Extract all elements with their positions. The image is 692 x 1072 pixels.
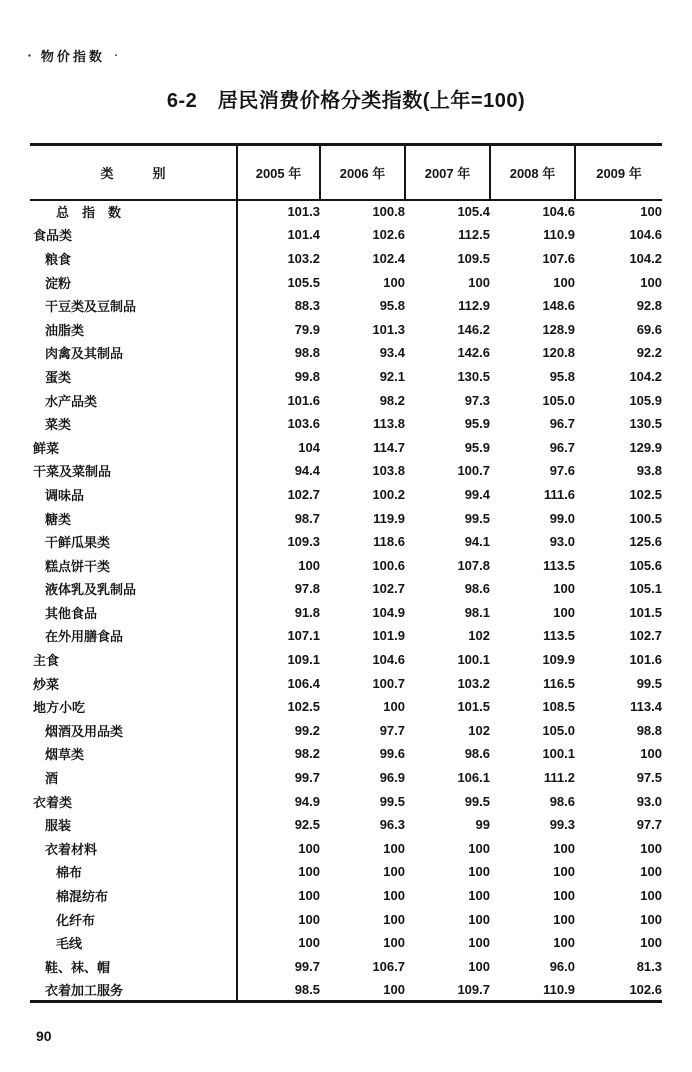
category-cell: 烟草类 bbox=[30, 742, 237, 766]
value-cell: 81.3 bbox=[636, 958, 662, 974]
value-cell: 98.6 bbox=[464, 581, 490, 597]
value-cell: 100.1 bbox=[457, 652, 490, 668]
table-row bbox=[30, 506, 662, 530]
value-cell: 100 bbox=[383, 699, 405, 715]
value-cell: 97.7 bbox=[636, 817, 662, 833]
value-cell: 94.1 bbox=[464, 534, 490, 550]
value-cell: 109.9 bbox=[542, 652, 575, 668]
value-cell: 100 bbox=[468, 888, 490, 904]
category-cell: 粮食 bbox=[30, 247, 237, 271]
value-cell: 93.8 bbox=[636, 463, 662, 479]
value-cell: 100 bbox=[468, 911, 490, 927]
value-cell: 99.5 bbox=[379, 793, 405, 809]
price-index-table bbox=[30, 143, 662, 1003]
value-cell: 146.2 bbox=[457, 321, 490, 337]
value-cell: 91.8 bbox=[294, 604, 320, 620]
value-cell: 105.5 bbox=[287, 274, 320, 290]
value-cell: 103.6 bbox=[287, 416, 320, 432]
value-cell: 99.6 bbox=[379, 746, 405, 762]
year-header-cell: 2008 年 bbox=[490, 145, 575, 200]
year-header-cell: 2007 年 bbox=[405, 145, 490, 200]
value-cell: 104.9 bbox=[372, 604, 405, 620]
value-cell: 102.5 bbox=[287, 699, 320, 715]
table-row bbox=[30, 388, 662, 412]
value-cell: 142.6 bbox=[457, 345, 490, 361]
value-cell: 105.1 bbox=[629, 581, 662, 597]
value-cell: 98.8 bbox=[636, 722, 662, 738]
category-cell: 衣着加工服务 bbox=[30, 978, 237, 1002]
value-cell: 103.2 bbox=[287, 250, 320, 266]
value-cell: 96.9 bbox=[379, 770, 405, 786]
value-cell: 105.0 bbox=[542, 722, 575, 738]
table-row bbox=[30, 365, 662, 389]
value-cell: 101.5 bbox=[457, 699, 490, 715]
category-cell: 总 指 数 bbox=[30, 200, 237, 224]
value-cell: 101.3 bbox=[287, 204, 320, 220]
value-cell: 100 bbox=[468, 864, 490, 880]
category-cell: 水产品类 bbox=[30, 388, 237, 412]
value-cell: 111.2 bbox=[543, 770, 575, 786]
value-cell: 100 bbox=[640, 746, 662, 762]
value-cell: 107.6 bbox=[542, 250, 575, 266]
category-cell: 肉禽及其制品 bbox=[30, 341, 237, 365]
value-cell: 99.0 bbox=[549, 510, 575, 526]
value-cell: 100.1 bbox=[542, 746, 575, 762]
value-cell: 102.7 bbox=[629, 628, 662, 644]
value-cell: 101.6 bbox=[287, 392, 320, 408]
value-cell: 103.2 bbox=[457, 675, 490, 691]
value-cell: 102.7 bbox=[287, 486, 320, 502]
value-cell: 100 bbox=[383, 274, 405, 290]
value-cell: 99.5 bbox=[636, 675, 662, 691]
value-cell: 100 bbox=[553, 581, 575, 597]
value-cell: 100 bbox=[298, 911, 320, 927]
category-cell: 棉布 bbox=[30, 860, 237, 884]
value-cell: 98.8 bbox=[294, 345, 320, 361]
value-cell: 100 bbox=[553, 911, 575, 927]
value-cell: 108.5 bbox=[542, 699, 575, 715]
value-cell: 93.4 bbox=[379, 345, 405, 361]
value-cell: 104.2 bbox=[629, 250, 662, 266]
value-cell: 96.7 bbox=[549, 439, 575, 455]
value-cell: 100 bbox=[298, 557, 320, 573]
category-cell: 化纤布 bbox=[30, 907, 237, 931]
value-cell: 99.7 bbox=[294, 770, 320, 786]
value-cell: 100 bbox=[640, 935, 662, 951]
value-cell: 99.7 bbox=[294, 958, 320, 974]
value-cell: 99.4 bbox=[464, 486, 490, 502]
value-cell: 125.6 bbox=[629, 534, 662, 550]
value-cell: 79.9 bbox=[294, 321, 320, 337]
value-cell: 92.1 bbox=[379, 368, 405, 384]
table-row bbox=[30, 530, 662, 554]
value-cell: 113.5 bbox=[543, 628, 575, 644]
value-cell: 116.5 bbox=[543, 675, 575, 691]
category-cell: 干鲜瓜果类 bbox=[30, 530, 237, 554]
year-header-cell: 2009 年 bbox=[575, 145, 662, 200]
value-cell: 109.7 bbox=[457, 981, 490, 997]
table-row bbox=[30, 200, 662, 224]
table-row bbox=[30, 789, 662, 813]
table-row bbox=[30, 223, 662, 247]
value-cell: 93.0 bbox=[549, 534, 575, 550]
value-cell: 105.6 bbox=[629, 557, 662, 573]
category-cell: 液体乳及乳制品 bbox=[30, 577, 237, 601]
value-cell: 94.4 bbox=[294, 463, 320, 479]
value-cell: 100 bbox=[553, 935, 575, 951]
value-cell: 104.2 bbox=[629, 368, 662, 384]
value-cell: 92.8 bbox=[636, 298, 662, 314]
category-cell: 油脂类 bbox=[30, 317, 237, 341]
category-header-cell: 类 别 bbox=[30, 145, 237, 200]
value-cell: 105.0 bbox=[542, 392, 575, 408]
value-cell: 114.7 bbox=[373, 439, 405, 455]
category-cell: 食品类 bbox=[30, 223, 237, 247]
value-cell: 100 bbox=[468, 274, 490, 290]
square-bullet-icon: ▪ bbox=[28, 50, 31, 60]
value-cell: 100 bbox=[298, 935, 320, 951]
value-cell: 109.3 bbox=[287, 534, 320, 550]
value-cell: 97.8 bbox=[294, 581, 320, 597]
value-cell: 69.6 bbox=[636, 321, 662, 337]
value-cell: 100.5 bbox=[629, 510, 662, 526]
value-cell: 97.3 bbox=[464, 392, 490, 408]
square-bullet-icon: ▪ bbox=[114, 52, 117, 59]
table-row bbox=[30, 978, 662, 1002]
value-cell: 104.6 bbox=[542, 204, 575, 220]
value-cell: 96.0 bbox=[549, 958, 575, 974]
table-row bbox=[30, 412, 662, 436]
value-cell: 100 bbox=[640, 204, 662, 220]
table-row bbox=[30, 294, 662, 318]
table-row bbox=[30, 955, 662, 979]
category-cell: 淀粉 bbox=[30, 270, 237, 294]
value-cell: 104.6 bbox=[372, 652, 405, 668]
category-cell: 菜类 bbox=[30, 412, 237, 436]
category-cell: 衣着材料 bbox=[30, 837, 237, 861]
value-cell: 100 bbox=[298, 888, 320, 904]
table-row bbox=[30, 341, 662, 365]
value-cell: 100 bbox=[553, 888, 575, 904]
value-cell: 101.3 bbox=[372, 321, 405, 337]
table-row bbox=[30, 435, 662, 459]
value-cell: 107.8 bbox=[457, 557, 490, 573]
value-cell: 100 bbox=[468, 935, 490, 951]
value-cell: 99.5 bbox=[464, 510, 490, 526]
table-body bbox=[30, 200, 662, 1002]
value-cell: 100 bbox=[553, 864, 575, 880]
value-cell: 118.6 bbox=[373, 534, 405, 550]
value-cell: 102.6 bbox=[372, 227, 405, 243]
value-cell: 113.8 bbox=[373, 416, 405, 432]
value-cell: 99.5 bbox=[464, 793, 490, 809]
table-row bbox=[30, 317, 662, 341]
value-cell: 100.7 bbox=[372, 675, 405, 691]
page-title: 6-2 居民消费价格分类指数(上年=100) bbox=[166, 90, 526, 112]
table-row bbox=[30, 601, 662, 625]
category-cell: 鞋、袜、帽 bbox=[30, 955, 237, 979]
value-cell: 100 bbox=[640, 864, 662, 880]
value-cell: 101.5 bbox=[629, 604, 662, 620]
value-cell: 102.6 bbox=[629, 981, 662, 997]
category-cell: 毛线 bbox=[30, 931, 237, 955]
value-cell: 104.6 bbox=[629, 227, 662, 243]
value-cell: 100.8 bbox=[372, 204, 405, 220]
table-row bbox=[30, 884, 662, 908]
category-cell: 地方小吃 bbox=[30, 695, 237, 719]
value-cell: 130.5 bbox=[457, 368, 490, 384]
table-row bbox=[30, 695, 662, 719]
value-cell: 99.2 bbox=[294, 722, 320, 738]
value-cell: 98.6 bbox=[549, 793, 575, 809]
value-cell: 97.6 bbox=[549, 463, 575, 479]
value-cell: 128.9 bbox=[542, 321, 575, 337]
value-cell: 102.4 bbox=[372, 250, 405, 266]
value-cell: 101.9 bbox=[372, 628, 405, 644]
value-cell: 95.8 bbox=[379, 298, 405, 314]
table-row bbox=[30, 577, 662, 601]
value-cell: 112.5 bbox=[458, 227, 490, 243]
year-header-cell: 2005 年 bbox=[237, 145, 320, 200]
value-cell: 110.9 bbox=[543, 981, 575, 997]
category-cell: 衣着类 bbox=[30, 789, 237, 813]
value-cell: 92.5 bbox=[294, 817, 320, 833]
value-cell: 100 bbox=[383, 981, 405, 997]
value-cell: 96.3 bbox=[379, 817, 405, 833]
value-cell: 112.9 bbox=[458, 298, 490, 314]
value-cell: 99 bbox=[475, 817, 490, 833]
value-cell: 100 bbox=[640, 888, 662, 904]
value-cell: 119.9 bbox=[373, 510, 405, 526]
value-cell: 95.8 bbox=[549, 368, 575, 384]
category-cell: 干豆类及豆制品 bbox=[30, 294, 237, 318]
value-cell: 99.3 bbox=[549, 817, 575, 833]
value-cell: 103.8 bbox=[372, 463, 405, 479]
category-cell: 酒 bbox=[30, 766, 237, 790]
value-cell: 92.2 bbox=[636, 345, 662, 361]
value-cell: 100 bbox=[468, 840, 490, 856]
value-cell: 101.6 bbox=[629, 652, 662, 668]
category-cell: 调味品 bbox=[30, 483, 237, 507]
section-header bbox=[28, 46, 117, 65]
value-cell: 110.9 bbox=[543, 227, 575, 243]
value-cell: 98.6 bbox=[464, 746, 490, 762]
value-cell: 100 bbox=[383, 840, 405, 856]
table-row bbox=[30, 719, 662, 743]
table-row bbox=[30, 270, 662, 294]
value-cell: 100 bbox=[383, 888, 405, 904]
value-cell: 109.5 bbox=[457, 250, 490, 266]
value-cell: 148.6 bbox=[542, 298, 575, 314]
value-cell: 100 bbox=[468, 958, 490, 974]
category-cell: 主食 bbox=[30, 648, 237, 672]
category-cell: 烟酒及用品类 bbox=[30, 719, 237, 743]
value-cell: 107.1 bbox=[287, 628, 320, 644]
value-cell: 100 bbox=[640, 274, 662, 290]
value-cell: 98.2 bbox=[294, 746, 320, 762]
value-cell: 100 bbox=[553, 604, 575, 620]
table-head bbox=[30, 145, 662, 200]
value-cell: 88.3 bbox=[294, 298, 320, 314]
value-cell: 105.9 bbox=[629, 392, 662, 408]
category-cell: 在外用膳食品 bbox=[30, 624, 237, 648]
value-cell: 98.2 bbox=[379, 392, 405, 408]
value-cell: 96.7 bbox=[549, 416, 575, 432]
year-header-cell: 2006 年 bbox=[320, 145, 405, 200]
table-row bbox=[30, 671, 662, 695]
table-row bbox=[30, 483, 662, 507]
value-cell: 100 bbox=[640, 911, 662, 927]
value-cell: 100.2 bbox=[372, 486, 405, 502]
value-cell: 113.5 bbox=[543, 557, 575, 573]
value-cell: 104 bbox=[298, 439, 320, 455]
category-cell: 干菜及菜制品 bbox=[30, 459, 237, 483]
value-cell: 130.5 bbox=[629, 416, 662, 432]
value-cell: 100 bbox=[383, 911, 405, 927]
section-header-label: 物价指数 bbox=[40, 49, 105, 64]
value-cell: 100.7 bbox=[457, 463, 490, 479]
value-cell: 93.0 bbox=[636, 793, 662, 809]
value-cell: 101.4 bbox=[287, 227, 320, 243]
value-cell: 106.4 bbox=[287, 675, 320, 691]
page-number: 90 bbox=[36, 1028, 52, 1044]
table-row bbox=[30, 860, 662, 884]
category-cell: 糕点饼干类 bbox=[30, 553, 237, 577]
category-cell: 糖类 bbox=[30, 506, 237, 530]
value-cell: 109.1 bbox=[287, 652, 320, 668]
table-row bbox=[30, 624, 662, 648]
value-cell: 99.8 bbox=[294, 368, 320, 384]
value-cell: 111.6 bbox=[543, 486, 575, 502]
value-cell: 100 bbox=[553, 840, 575, 856]
value-cell: 105.4 bbox=[457, 204, 490, 220]
value-cell: 102 bbox=[468, 628, 490, 644]
table-row bbox=[30, 907, 662, 931]
category-cell: 鲜菜 bbox=[30, 435, 237, 459]
value-cell: 100 bbox=[553, 274, 575, 290]
table-row bbox=[30, 648, 662, 672]
value-cell: 102.7 bbox=[372, 581, 405, 597]
value-cell: 100 bbox=[640, 840, 662, 856]
value-cell: 102.5 bbox=[629, 486, 662, 502]
value-cell: 100 bbox=[383, 935, 405, 951]
value-cell: 98.1 bbox=[464, 604, 490, 620]
table-row bbox=[30, 742, 662, 766]
value-cell: 98.7 bbox=[294, 510, 320, 526]
category-cell: 蛋类 bbox=[30, 365, 237, 389]
category-cell: 服装 bbox=[30, 813, 237, 837]
value-cell: 106.1 bbox=[457, 770, 490, 786]
table-row bbox=[30, 931, 662, 955]
value-cell: 100 bbox=[298, 864, 320, 880]
value-cell: 94.9 bbox=[294, 793, 320, 809]
table-row bbox=[30, 553, 662, 577]
value-cell: 106.7 bbox=[372, 958, 405, 974]
table-row bbox=[30, 247, 662, 271]
table-row bbox=[30, 813, 662, 837]
table-row bbox=[30, 766, 662, 790]
table-row bbox=[30, 837, 662, 861]
value-cell: 97.7 bbox=[379, 722, 405, 738]
value-cell: 113.4 bbox=[630, 699, 662, 715]
value-cell: 97.5 bbox=[636, 770, 662, 786]
category-cell: 棉混纺布 bbox=[30, 884, 237, 908]
price-index-table-wrap bbox=[30, 143, 662, 1003]
value-cell: 98.5 bbox=[294, 981, 320, 997]
value-cell: 129.9 bbox=[629, 439, 662, 455]
header-row bbox=[30, 145, 662, 200]
value-cell: 95.9 bbox=[464, 416, 490, 432]
value-cell: 100 bbox=[383, 864, 405, 880]
category-cell: 炒菜 bbox=[30, 671, 237, 695]
table-row bbox=[30, 459, 662, 483]
value-cell: 102 bbox=[468, 722, 490, 738]
value-cell: 100.6 bbox=[372, 557, 405, 573]
value-cell: 120.8 bbox=[542, 345, 575, 361]
value-cell: 100 bbox=[298, 840, 320, 856]
value-cell: 95.9 bbox=[464, 439, 490, 455]
category-cell: 其他食品 bbox=[30, 601, 237, 625]
